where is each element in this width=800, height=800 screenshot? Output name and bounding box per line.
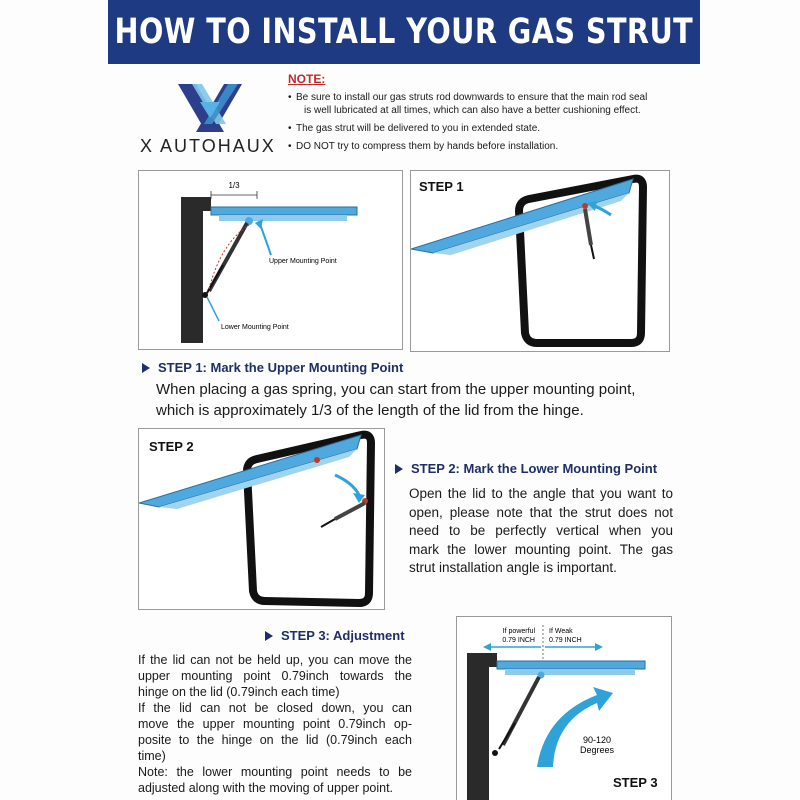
note-line: • DO NOT try to compress them by hands before installation. <box>296 141 559 152</box>
step2-heading <box>395 461 657 476</box>
step1-panel-label: STEP 1 <box>419 179 464 194</box>
powerful-label-line2: 0.79 INCH <box>502 637 535 644</box>
step2-line: Open the lid to the angle that you want to <box>409 486 673 501</box>
step1-line: which is approximately 1/3 of the length of the lid from the hinge. <box>156 402 584 419</box>
step2-line: open, please note that the strut does not <box>409 504 673 520</box>
brand-name: X AUTOHAUX <box>140 136 276 156</box>
weak-label-line2: 0.79 INCH <box>549 637 582 644</box>
step2-line: need to be perfectly vertical when you <box>409 523 673 538</box>
step2-panel <box>138 428 385 610</box>
step3-heading-text: STEP 3: Adjustment <box>281 628 405 643</box>
triangle-bullet-icon <box>395 464 403 474</box>
step1-heading <box>142 360 403 375</box>
step1-panel <box>410 170 670 352</box>
step3-line: If the lid can not be held up, you can move the <box>138 653 412 667</box>
angle-label-line2: Degrees <box>579 745 615 755</box>
step1-heading-text: STEP 1: Mark the Upper Mounting Point <box>158 360 404 375</box>
step3-line: upper mounting point 0.79inch towards the <box>138 669 412 683</box>
step3-line: hinge on the lid (0.79inch each time) <box>138 685 340 699</box>
step1-illustration <box>411 171 671 353</box>
upper-point-label: Upper Mounting Point <box>269 258 337 265</box>
step3-illustration <box>457 617 673 800</box>
fraction-label: 1/3 <box>228 181 240 190</box>
step1-description <box>156 379 676 421</box>
step2-panel-label: STEP 2 <box>149 439 194 454</box>
step1-line: When placing a gas spring, you can start from the upper mounting point, <box>156 381 636 398</box>
step2-line: strut installation angle is important. <box>409 560 617 575</box>
note-title: NOTE: <box>288 72 326 86</box>
triangle-bullet-icon <box>142 363 150 373</box>
step2-heading-text: STEP 2: Mark the Lower Mounting Point <box>411 461 658 476</box>
step3-line: adjusted along with the moving of upper point. <box>138 781 394 795</box>
step3-line: time) <box>138 749 166 763</box>
note-line: is well lubricated at all times, which can also have a better cushioning effect. <box>304 105 641 116</box>
note-line: • Be sure to install our gas struts rod downwards to ensure that the main rod seal <box>296 92 648 103</box>
step3-line: If the lid can not be closed down, you can <box>138 701 412 715</box>
step3-line: posite to the hinge on the lid (0.79inch each <box>138 733 412 747</box>
step3-description <box>138 652 412 796</box>
note-item <box>288 140 688 153</box>
step3-line: move the upper mounting point 0.79inch op- <box>138 717 412 731</box>
note-section <box>288 72 688 158</box>
brand-logo <box>130 78 290 162</box>
x-logo-icon <box>130 78 290 138</box>
page-title: HOW TO INSTALL YOUR GAS STRUT <box>114 12 694 52</box>
note-line: • The gas strut will be delivered to you in extended state. <box>296 123 541 134</box>
triangle-bullet-icon <box>265 631 273 641</box>
step3-line: Note: the lower mounting point needs to be <box>138 765 412 779</box>
step2-illustration <box>139 429 386 611</box>
weak-label-line1: If Weak <box>549 628 573 635</box>
powerful-label-line1: If powerful <box>502 628 535 635</box>
lower-point-label: Lower Mounting Point <box>221 324 289 331</box>
step3-heading <box>265 628 405 643</box>
angle-label-line1: 90-120 <box>582 735 612 745</box>
title-banner <box>108 0 700 64</box>
note-item <box>288 122 688 135</box>
step2-description <box>409 485 673 578</box>
step2-line: mark the lower mounting point. The gas <box>409 541 673 557</box>
step3-panel <box>456 616 672 800</box>
note-item <box>288 91 688 117</box>
step3-panel-label: STEP 3 <box>613 775 658 790</box>
mounting-points-diagram <box>138 170 403 350</box>
mounting-diagram-illustration <box>139 171 404 351</box>
